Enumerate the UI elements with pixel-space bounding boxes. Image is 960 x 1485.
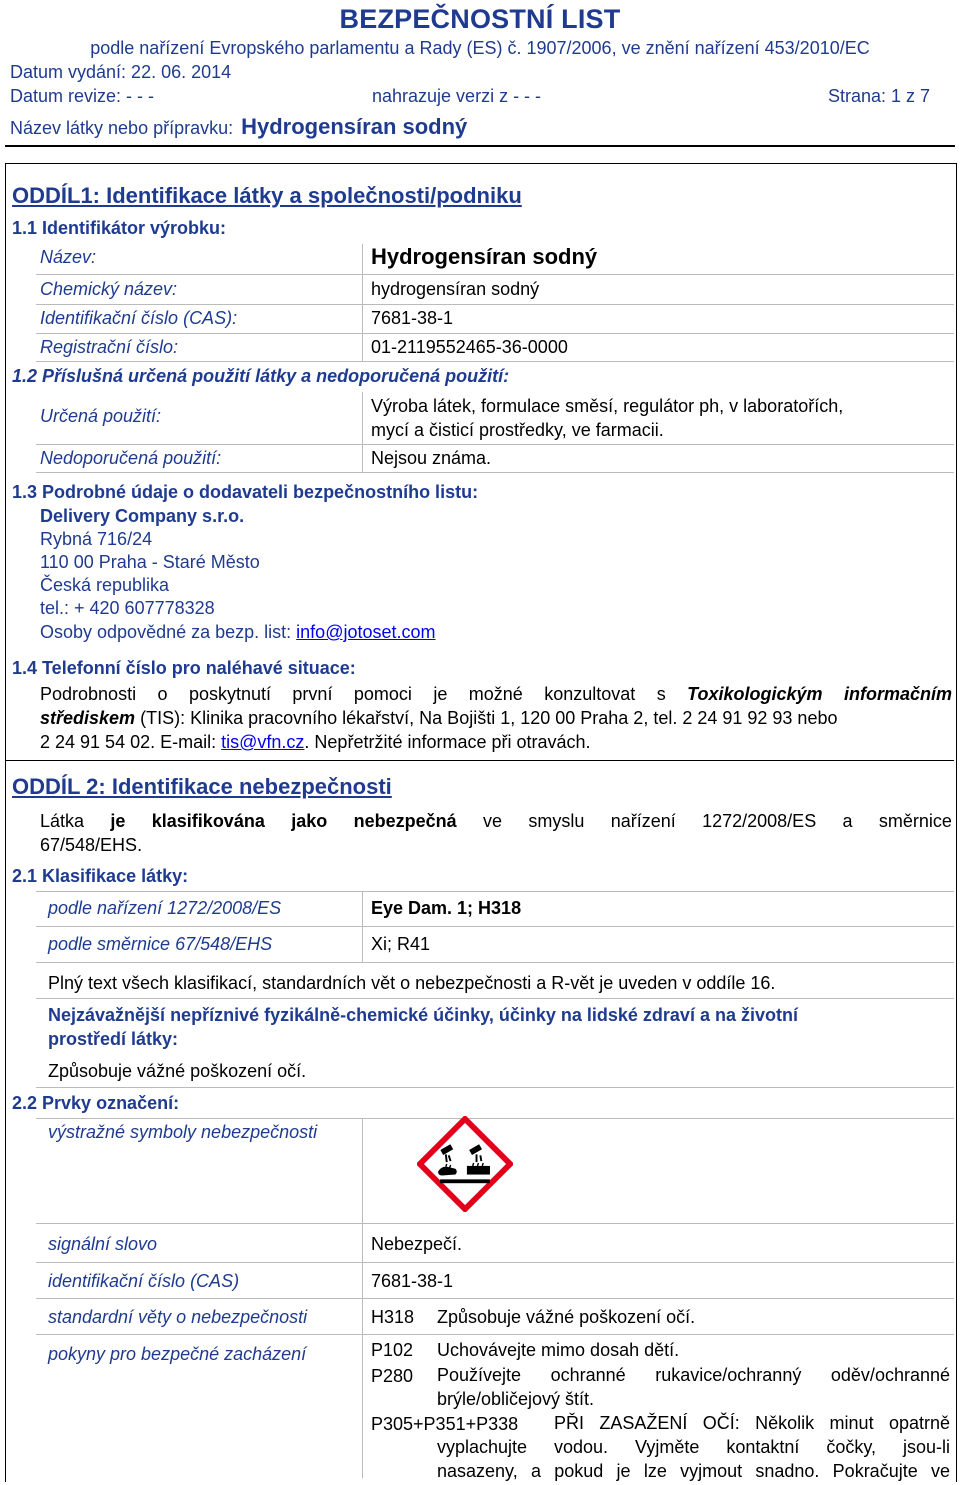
p305-line2: vyplachujte vodou. Vyjměte kontaktní čočky, jsou-li xyxy=(437,1437,950,1457)
pictogram-label: výstražné symboly nebezpečnosti xyxy=(48,1122,318,1142)
row-divider xyxy=(36,304,954,305)
substance-name: Hydrogensíran sodný xyxy=(241,114,468,139)
row-divider xyxy=(36,1334,954,1335)
hazard-statements-label: standardní věty o nebezpečnosti xyxy=(48,1307,308,1327)
column-divider xyxy=(362,244,363,361)
section2-heading: ODDÍL 2: Identifikace nebezpečnosti xyxy=(12,774,392,799)
cas-value: 7681-38-1 xyxy=(371,308,454,328)
clp-label: podle nařízení 1272/2008/ES xyxy=(48,898,282,918)
dsd-value: Xi; R41 xyxy=(371,934,431,954)
column-divider xyxy=(362,392,363,472)
chemical-name-label: Chemický název: xyxy=(40,279,178,299)
h318-code: H318 xyxy=(371,1307,415,1327)
section1-heading: ODDÍL1: Identifikace látky a společnosti/podniku xyxy=(12,183,522,208)
precautionary-label: pokyny pro bezpečné zacházení xyxy=(48,1344,307,1364)
emergency-para-line2: střediskem (TIS): Klinika pracovního lékařství, Na Bojišti 1, 120 00 Praha 2, tel. 2 24 91 92 93 nebo xyxy=(40,708,838,728)
p280-line1: Používejte ochranné rukavice/ochranný oděv/ochranné xyxy=(437,1365,950,1385)
cas-value-2: 7681-38-1 xyxy=(371,1271,454,1291)
row-divider xyxy=(36,472,954,473)
cas-label: Identifikační číslo (CAS): xyxy=(40,308,238,328)
supplier-company: Delivery Company s.r.o. xyxy=(40,506,245,526)
document-header xyxy=(0,0,960,140)
revision-row xyxy=(10,86,930,107)
emergency-para-line3: 2 24 91 54 02. E-mail: tis@vfn.cz. Nepřetržité informace při otravách. xyxy=(40,732,591,752)
row-divider xyxy=(36,274,954,275)
registration-value: 01-2119552465-36-0000 xyxy=(371,337,568,357)
classification-intro-line1: Látka je klasifikována jako nebezpečná ve smyslu nařízení 1272/2008/ES a směrnice xyxy=(40,811,952,831)
responsible-row xyxy=(40,622,436,643)
not-recommended-label: Nedoporučená použití: xyxy=(40,448,222,468)
name-value: Hydrogensíran sodný xyxy=(371,244,598,269)
supplier-country: Česká republika xyxy=(40,575,170,595)
classification-intro-line2: 67/548/EHS. xyxy=(40,835,143,855)
row-divider xyxy=(36,361,954,362)
row-divider xyxy=(36,1262,954,1263)
row-divider xyxy=(36,1298,954,1299)
row-divider xyxy=(36,962,954,963)
issue-date: Datum vydání: 22. 06. 2014 xyxy=(10,62,232,82)
supplier-street: Rybná 716/24 xyxy=(40,529,153,549)
name-label: Název: xyxy=(40,247,97,267)
not-recommended-value: Nejsou známa. xyxy=(371,448,492,468)
row-divider xyxy=(36,1087,954,1088)
emergency-para-line1: Podrobnosti o poskytnutí první pomoci je možné konzultovat s Toxikologickým informačním xyxy=(40,684,952,704)
supplier-phone: tel.: + 420 607778328 xyxy=(40,598,215,618)
replaces-version: nahrazuje verzi z - - - xyxy=(372,86,542,106)
row-divider xyxy=(36,998,954,999)
p280-code: P280 xyxy=(371,1366,414,1386)
effects-heading-line2: prostředí látky: xyxy=(48,1029,179,1049)
p305-code: P305+P351+P338 xyxy=(371,1414,519,1434)
s1-2-heading: 1.2 Příslušná určená použití látky a nedoporučená použití: xyxy=(12,366,510,386)
substance-row xyxy=(10,114,467,140)
intended-use-label: Určená použití: xyxy=(40,406,162,426)
row-divider xyxy=(36,333,954,334)
clp-value: Eye Dam. 1; H318 xyxy=(371,898,522,918)
p102-code: P102 xyxy=(371,1340,414,1360)
substance-label: Název látky nebo přípravku: xyxy=(10,118,234,138)
row-divider xyxy=(36,926,954,927)
s1-4-heading: 1.4 Telefonní číslo pro naléhavé situace: xyxy=(12,658,356,678)
supplier-email-link[interactable]: info@jotoset.com xyxy=(296,622,436,642)
p102-text: Uchovávejte mimo dosah dětí. xyxy=(437,1340,680,1360)
revision-date: Datum revize: - - - xyxy=(10,86,155,106)
effects-value: Způsobuje vážné poškození očí. xyxy=(48,1061,307,1081)
document-title: BEZPEČNOSTNÍ LIST xyxy=(339,4,621,34)
supplier-city: 110 00 Praha - Staré Město xyxy=(40,552,260,572)
row-divider xyxy=(36,1223,954,1224)
registration-label: Registrační číslo: xyxy=(40,337,179,357)
tis-email-link[interactable]: tis@vfn.cz xyxy=(221,732,305,752)
responsible-label: Osoby odpovědné za bezp. list: xyxy=(40,622,292,642)
s1-1-heading: 1.1 Identifikátor výrobku: xyxy=(12,218,227,238)
effects-heading-line1: Nejzávažnější nepříznivé fyzikálně-chemické účinky, účinky na lidské zdraví a na životní xyxy=(48,1005,798,1025)
column-divider xyxy=(362,1118,363,1478)
signal-word-value: Nebezpečí. xyxy=(371,1234,463,1254)
p305-line1: PŘI ZASAŽENÍ OČÍ: Několik minut opatrně xyxy=(554,1413,950,1433)
row-divider xyxy=(36,444,954,445)
p280-line2: brýle/obličejový štít. xyxy=(437,1389,595,1409)
regulation-line: podle nařízení Evropského parlamentu a Rady (ES) č. 1907/2006, ve znění nařízení 453/2010/EC xyxy=(90,38,870,58)
p305-line3: nasazeny, a pokud je lze vyjmout snadno. Pokračujte ve xyxy=(437,1461,950,1481)
s2-2-heading: 2.2 Prvky označení: xyxy=(12,1093,180,1113)
signal-word-label: signální slovo xyxy=(48,1234,158,1254)
row-divider xyxy=(36,891,954,892)
header-divider xyxy=(5,145,955,147)
section-divider xyxy=(6,760,954,761)
s1-3-heading: 1.3 Podrobné údaje o dodavateli bezpečnostního listu: xyxy=(12,482,479,502)
h318-text: Způsobuje vážné poškození očí. xyxy=(437,1307,696,1327)
intended-use-line1: Výroba látek, formulace směsí, regulátor ph, v laboratořích, xyxy=(371,396,844,416)
s2-1-heading: 2.1 Klasifikace látky: xyxy=(12,866,189,886)
corrosion-ghs05-icon xyxy=(417,1116,513,1212)
column-divider xyxy=(362,891,363,962)
intended-use-line2: mycí a čisticí prostředky, ve farmacii. xyxy=(371,420,664,440)
chemical-name-value: hydrogensíran sodný xyxy=(371,279,540,299)
page-number: Strana: 1 z 7 xyxy=(827,86,930,106)
fulltext-note: Plný text všech klasifikací, standardních vět o nebezpečnosti a R-vět je uveden v oddíle 16. xyxy=(48,973,776,993)
dsd-label: podle směrnice 67/548/EHS xyxy=(48,934,273,954)
cas-label-2: identifikační číslo (CAS) xyxy=(48,1271,240,1291)
